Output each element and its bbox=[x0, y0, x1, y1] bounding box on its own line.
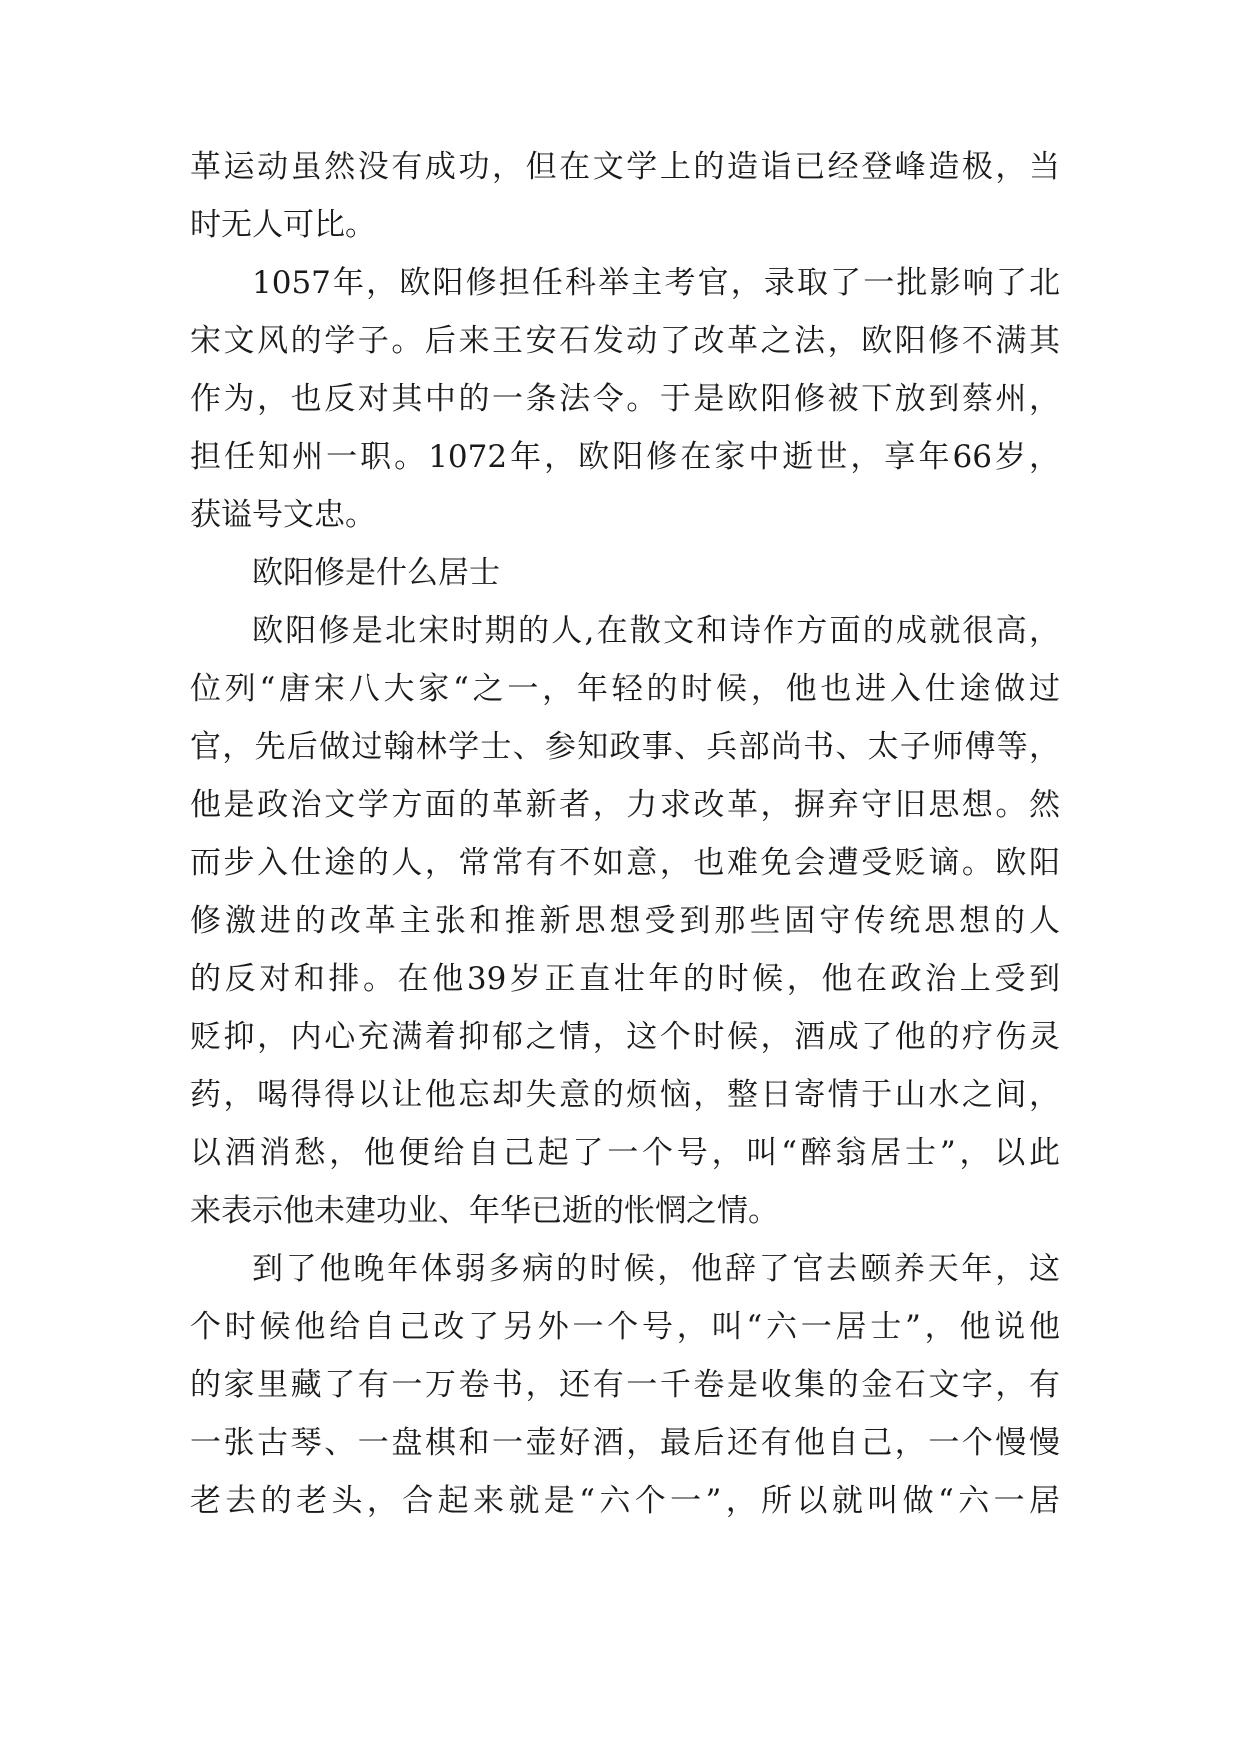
text-line: 担任知州一职。1072年，欧阳修在家中逝世，享年66岁， bbox=[190, 439, 1060, 475]
text-line: 官，先后做过翰林学士、参知政事、兵部尚书、太子师傅等， bbox=[190, 729, 1060, 765]
section-heading: 欧阳修是什么居士 bbox=[252, 555, 500, 591]
text-line: 获谥号文忠。 bbox=[190, 497, 376, 533]
text-line: 药，喝得得以让他忘却失意的烦恼，整日寄情于山水之间， bbox=[190, 1077, 1060, 1113]
text-line: 而步入仕途的人，常常有不如意，也难免会遭受贬谪。欧阳 bbox=[190, 845, 1060, 881]
paragraph-start-line: 欧阳修是北宋时期的人,在散文和诗作方面的成就很高， bbox=[252, 613, 1060, 649]
text-line: 一张古琴、一盘棋和一壶好酒，最后还有他自己，一个慢慢 bbox=[190, 1425, 1060, 1461]
text-line: 的家里藏了有一万卷书，还有一千卷是收集的金石文字，有 bbox=[190, 1367, 1060, 1403]
text-line: 以酒消愁，他便给自己起了一个号，叫“醉翁居士”，以此 bbox=[190, 1135, 1060, 1171]
text-line: 他是政治文学方面的革新者，力求改革，摒弃守旧思想。然 bbox=[190, 787, 1060, 823]
text-line: 个时候他给自己改了另外一个号，叫“六一居士”，他说他 bbox=[190, 1309, 1060, 1345]
text-line: 的反对和排。在他39岁正直壮年的时候，他在政治上受到 bbox=[190, 961, 1060, 997]
text-line: 贬抑，内心充满着抑郁之情，这个时候，酒成了他的疗伤灵 bbox=[190, 1019, 1060, 1055]
text-line: 作为，也反对其中的一条法令。于是欧阳修被下放到蔡州， bbox=[190, 381, 1060, 417]
text-line: 老去的老头，合起来就是“六个一”，所以就叫做“六一居 bbox=[190, 1483, 1060, 1519]
text-line: 宋文风的学子。后来王安石发动了改革之法，欧阳修不满其 bbox=[190, 323, 1060, 359]
text-line: 修激进的改革主张和推新思想受到那些固守传统思想的人 bbox=[190, 903, 1060, 939]
text-line: 时无人可比。 bbox=[190, 207, 376, 243]
text-line: 位列“唐宋八大家“之一，年轻的时候，他也进入仕途做过 bbox=[190, 671, 1060, 707]
paragraph-start-line: 1057年，欧阳修担任科举主考官，录取了一批影响了北 bbox=[252, 265, 1060, 301]
paragraph-start-line: 到了他晚年体弱多病的时候，他辞了官去颐养天年，这 bbox=[252, 1251, 1060, 1287]
text-line: 革运动虽然没有成功，但在文学上的造诣已经登峰造极，当 bbox=[190, 149, 1060, 185]
text-line: 来表示他未建功业、年华已逝的怅惘之情。 bbox=[190, 1193, 779, 1229]
